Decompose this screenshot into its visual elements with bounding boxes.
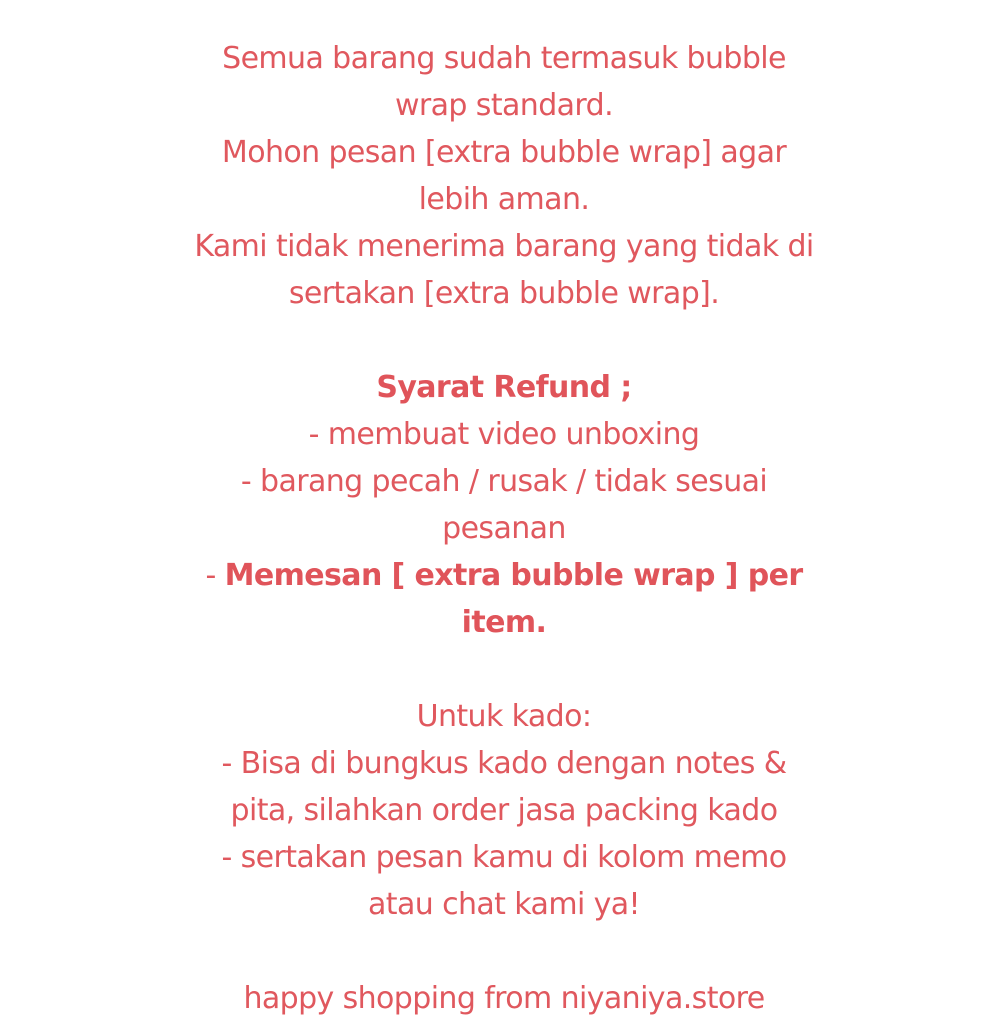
gift-line: atau chat kami ya!	[368, 887, 640, 922]
packing-notice-line: lebih aman.	[418, 182, 590, 217]
gift-line: - sertakan pesan kamu di kolom memo	[221, 840, 787, 875]
refund-section	[0, 364, 1008, 646]
packing-notice-line: wrap standard.	[394, 88, 614, 123]
refund-item: - membuat video unboxing	[308, 417, 700, 452]
footer-text: happy shopping from niyaniya.store	[243, 981, 765, 1016]
refund-item-prefix: -	[205, 558, 225, 593]
packing-notice-line: sertakan [extra bubble wrap].	[288, 276, 720, 311]
gift-line: pita, silahkan order jasa packing kado	[230, 793, 778, 828]
store-policy-document	[0, 35, 1008, 1022]
spacer	[0, 317, 1008, 364]
spacer	[0, 928, 1008, 975]
packing-notice-line: Kami tidak menerima barang yang tidak di	[194, 229, 814, 264]
refund-item: - barang pecah / rusak / tidak sesuai	[240, 464, 768, 499]
gift-section	[0, 693, 1008, 928]
packing-notice-section	[0, 35, 1008, 317]
spacer	[0, 646, 1008, 693]
gift-heading: Untuk kado:	[416, 699, 592, 734]
packing-notice-line: Semua barang sudah termasuk bubble	[222, 41, 786, 76]
gift-line: - Bisa di bungkus kado dengan notes &	[221, 746, 787, 781]
refund-item-bold	[0, 552, 1008, 599]
refund-heading: Syarat Refund ;	[376, 370, 632, 405]
packing-notice-line: Mohon pesan [extra bubble wrap] agar	[221, 135, 787, 170]
refund-item-bold-continuation: item.	[461, 605, 547, 640]
refund-item-bold-text: Memesan [ extra bubble wrap ] per	[224, 558, 803, 593]
refund-item: pesanan	[442, 511, 566, 546]
